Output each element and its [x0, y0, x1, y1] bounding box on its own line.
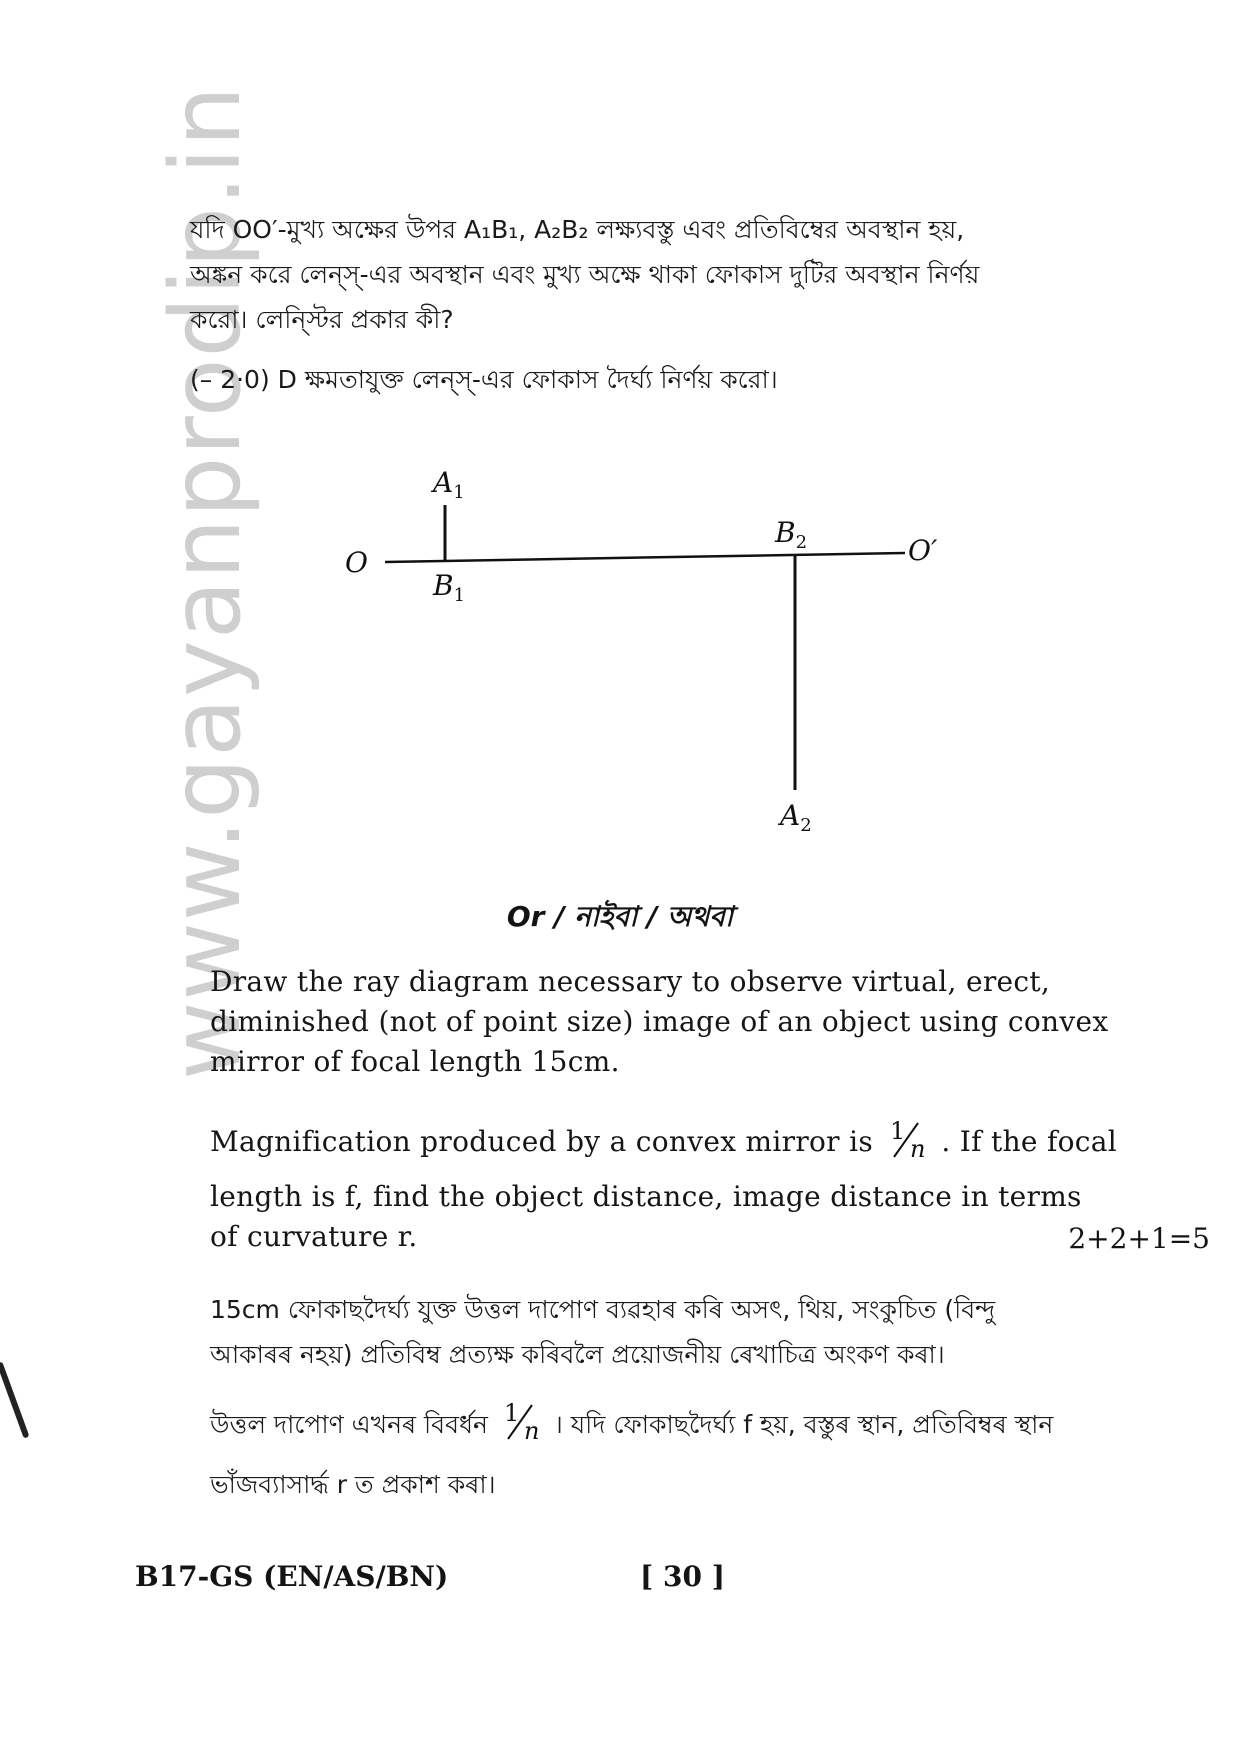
label-b2: $B_2$	[775, 516, 808, 553]
question-2-line-1	[210, 1116, 1118, 1163]
assamese-line-3-b: । যদি ফোকাছদৈৰ্ঘ্য f হয়, বস্তুৰ স্থান, প্ৰতিবিম্বৰ স্থান	[553, 1410, 1054, 1439]
label-b1: $B_1$	[433, 569, 466, 606]
fraction-numerator: 1	[890, 1116, 906, 1145]
assamese-line-1: 15cm ফোকাছদৈর্ঘ্য যুক্ত উত্তল দাপোণ ব্যৱহাৰ কৰি অসৎ, থিয়, সংকুচিত (বিন্দু	[210, 1295, 996, 1324]
assamese-line-4: ভাঁজব্যাসাৰ্দ্ধ r ত প্ৰকাশ কৰা।	[210, 1470, 496, 1499]
label-a1: $A_1$	[433, 466, 465, 503]
question-2-line-2: length is f, find the object distance, image distance in terms	[210, 1180, 1082, 1213]
question-2-line-3: of curvature r.	[210, 1220, 418, 1253]
marks-distribution: 2+2+1=5	[1068, 1222, 1210, 1255]
assamese-fraction-denominator: n	[523, 1417, 540, 1445]
assamese-line-3	[210, 1399, 1054, 1448]
principal-axis	[385, 553, 905, 562]
assamese-fraction-one-over-n	[496, 1399, 546, 1445]
assamese-line-3-a: উত্তল দাপোণ এখনৰ বিবৰ্ধন	[210, 1410, 488, 1439]
page-number: [ 30 ]	[640, 1560, 725, 1593]
question-2-text-a: Magnification produced by a convex mirror is	[210, 1125, 873, 1158]
scan-artifact	[0, 1361, 29, 1438]
label-a2: $A_2$	[780, 799, 812, 836]
bengali-line-4: (– 2·0) D ক্ষমতাযুক্ত লেন্স্-এর ফোকাস দৈর্ঘ্য নির্ণয় করো।	[190, 365, 778, 394]
bengali-line-2: অঙ্কন করে লেন্স্-এর অবস্থান এবং মুখ্য অক্ষে থাকা ফোকাস দুটির অবস্থান নির্ণয়	[190, 260, 980, 289]
or-heading: Or / নাইবা / অথবা	[506, 900, 734, 933]
question-1-line-1: Draw the ray diagram necessary to observe virtual, erect,	[210, 965, 1051, 998]
question-2-text-b: . If the focal	[941, 1125, 1118, 1158]
fraction-denominator: n	[910, 1134, 926, 1163]
lens-object-image-diagram	[345, 460, 1080, 850]
bengali-line-1: যদি OO′-মুখ্য অক্ষের উপর A₁B₁, A₂B₂ লক্ষ্যবস্তু এবং প্রতিবিম্বের অবস্থান হয়,	[190, 215, 965, 244]
assamese-fraction-numerator: 1	[503, 1399, 520, 1427]
question-1-line-3: mirror of focal length 15cm.	[210, 1045, 620, 1078]
bengali-line-3: করো। লেন্স্টির প্রকার কী?	[190, 305, 454, 334]
label-o: O	[345, 546, 368, 579]
question-1-line-2: diminished (not of point size) image of an object using convex	[210, 1005, 1109, 1038]
label-o-prime: O′	[908, 534, 938, 567]
fraction-one-over-n	[882, 1116, 932, 1163]
assamese-line-2: আকাৰৰ নহয়) প্ৰতিবিম্ব প্ৰত্যক্ষ কৰিবলৈ প্ৰয়োজনীয় ৰেখাচিত্ৰ অংকণ কৰা।	[210, 1340, 945, 1369]
watermark: www.gayanprodip.in	[150, 84, 262, 1080]
paper-code: B17-GS (EN/AS/BN)	[135, 1560, 449, 1593]
